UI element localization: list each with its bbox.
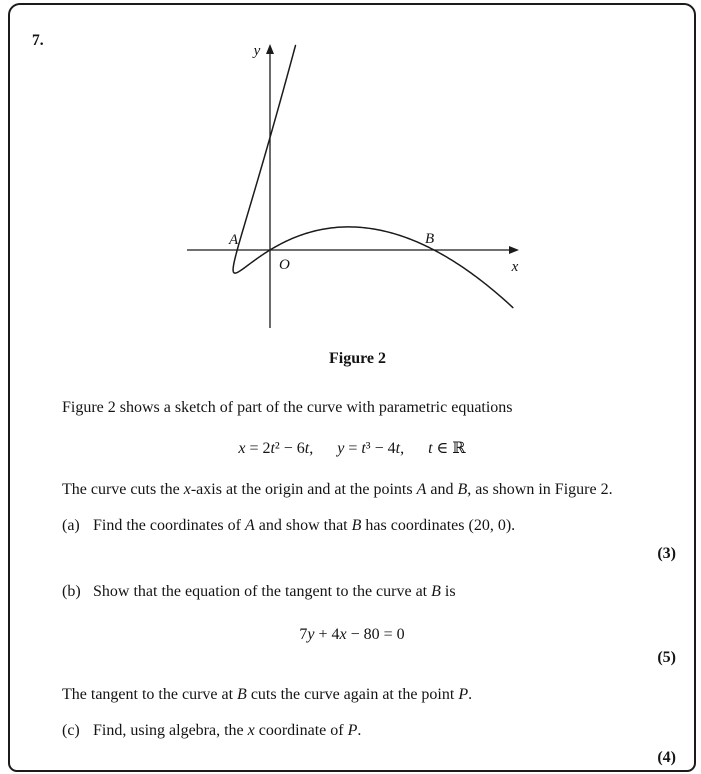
origin-label: O (279, 257, 290, 273)
figure-2 (185, 38, 530, 332)
part-c-text: Find, using algebra, the x coordinate of P. (93, 722, 362, 739)
page-frame (8, 3, 696, 772)
question-number: 7. (32, 32, 44, 49)
part-b-marks: (5) (657, 649, 676, 666)
part-b-text: Show that the equation of the tangent to the curve at B is (93, 583, 456, 600)
part-a-marks: (3) (657, 545, 676, 562)
point-a-label: A (229, 232, 239, 248)
point-b-label: B (425, 231, 435, 247)
part-b-label: (b) (62, 583, 81, 600)
part-a-label: (a) (62, 517, 80, 534)
x-axis-arrow-icon (509, 246, 519, 254)
figure-2-sketch (185, 38, 530, 332)
part-a-text: Find the coordinates of A and show that B has coordinates (20, 0). (93, 517, 516, 534)
part-b (62, 582, 456, 603)
intro-text: Figure 2 shows a sketch of part of the curve with parametric equations (62, 399, 513, 416)
part-c-marks: (4) (657, 749, 676, 766)
part-c-label: (c) (62, 722, 80, 739)
figure-caption: Figure 2 (328, 350, 387, 367)
y-axis-arrow-icon (266, 44, 274, 54)
tangent-cuts-text: The tangent to the curve at B cuts the curve again at the point P. (62, 686, 473, 703)
part-c (62, 721, 361, 742)
part-a (62, 516, 515, 537)
tangent-equation: 7y + 4x − 80 = 0 (299, 626, 405, 643)
y-axis-label: y (253, 43, 261, 59)
parametric-equations: x = 2t² − 6t, y = t³ − 4t, t ∈ ℝ (238, 440, 466, 457)
x-axis-label: x (511, 259, 519, 275)
cuts-axis-text: The curve cuts the x-axis at the origin and at the points A and B, as shown in Figure 2. (62, 481, 613, 498)
parametric-curve (233, 46, 513, 308)
